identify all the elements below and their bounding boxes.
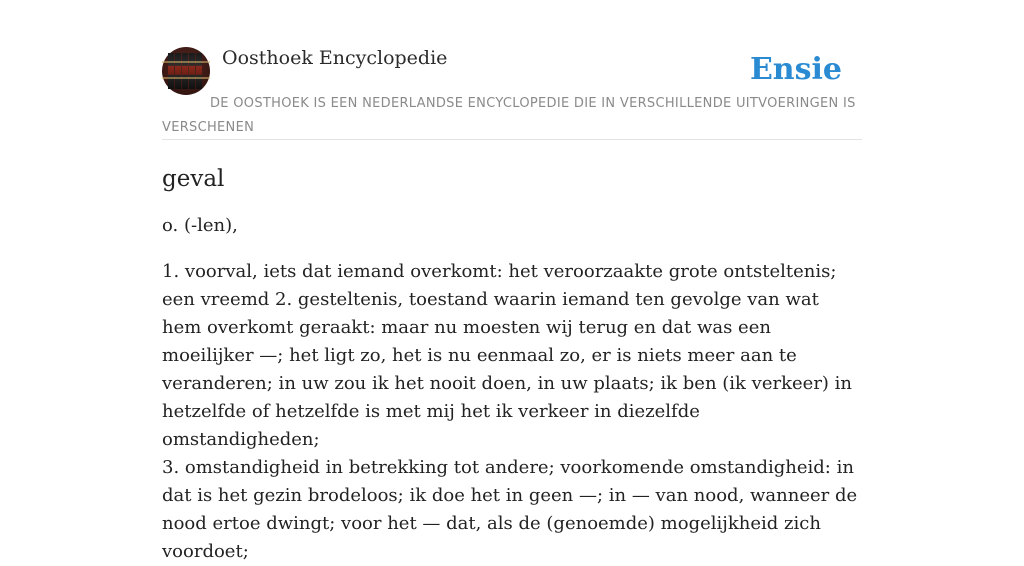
site-tagline: DE OOSTHOEK IS EEN NEDERLANDSE ENCYCLOPEDIE DIE IN VERSCHILLENDE UITVOERINGEN IS VERSCHENEN: [162, 96, 856, 135]
entry-grammar: o. (-len),: [162, 215, 238, 236]
entry-definition-2: 3. omstandigheid in betrekking tot andere; voorkomende omstandigheid: in dat is het gezin brodeloos; ik doe het in geen —; in — van nood, wanneer de nood ertoe dwingt; voor het — dat, als de (genoemde) mogelijkheid zich voordoet;: [162, 457, 858, 562]
entry-content: [162, 160, 862, 566]
site-title[interactable]: Oosthoek Encyclopedie: [222, 47, 448, 69]
site-header: [162, 46, 862, 140]
entry-headword: geval: [162, 166, 225, 192]
encyclopedia-books-avatar[interactable]: [162, 47, 210, 95]
entry-definition-1: 1. voorval, iets dat iemand overkomt: het veroorzaakte grote ontsteltenis; een vreemd 2. gesteltenis, toestand waarin iemand ten gevolge van wat hem overkomt geraakt: maar nu moesten wij terug en dat was een moeilijker —; het ligt zo, het is nu eenmaal zo, er is niets meer aan te veranderen; in uw zou ik het nooit doen, in uw plaats; ik ben (ik verkeer) in hetzelfde of hetzelfde is met mij het ik verkeer in diezelfde omstandigheden;: [162, 261, 853, 450]
ensie-logo-link[interactable]: Ensie: [749, 52, 842, 87]
